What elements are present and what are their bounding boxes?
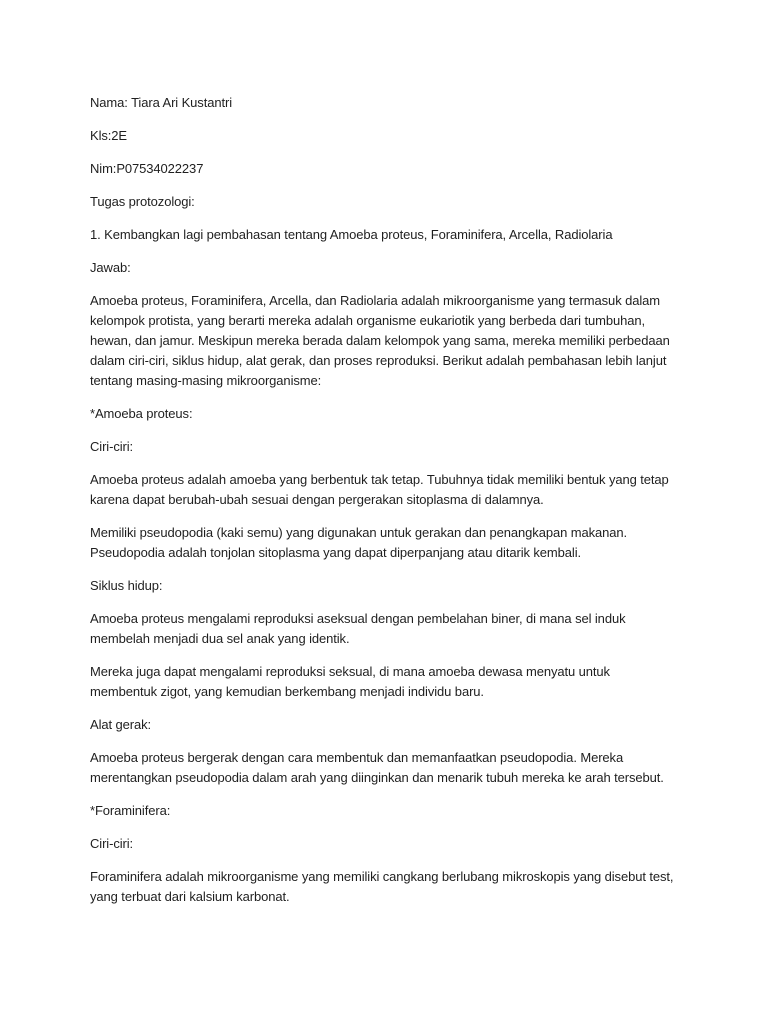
subheading-characteristics: Ciri-ciri: — [90, 836, 134, 851]
question-text: 1. Kembangkan lagi pembahasan tentang Amoeba proteus, Foraminifera, Arcella, Radiolaria — [90, 227, 613, 242]
body-paragraph: Mereka juga dapat mengalami reproduksi seksual, di mana amoeba dewasa menyatu untuk membentuk zigot, yang kemudian berkembang menjadi individu baru. — [90, 664, 610, 699]
body-paragraph: Amoeba proteus bergerak dengan cara membentuk dan memanfaatkan pseudopodia. Mereka merentangkan pseudopodia dalam arah yang diinginkan dan menarik tubuh mereka ke arah tersebut. — [90, 750, 664, 785]
body-paragraph: Amoeba proteus mengalami reproduksi aseksual dengan pembelahan biner, di mana sel induk membelah menjadi dua sel anak yang identik. — [90, 611, 626, 646]
assignment-title: Tugas protozologi: — [90, 194, 195, 209]
student-name-line: Nama: Tiara Ari Kustantri — [90, 95, 232, 110]
section-heading-amoeba: *Amoeba proteus: — [90, 406, 193, 421]
body-paragraph: Memiliki pseudopodia (kaki semu) yang digunakan untuk gerakan dan penangkapan makanan. Pseudopodia adalah tonjolan sitoplasma yang dapat diperpanjang atau ditarik kembali. — [90, 525, 628, 560]
answer-label: Jawab: — [90, 260, 131, 275]
intro-paragraph: Amoeba proteus, Foraminifera, Arcella, dan Radiolaria adalah mikroorganisme yang termasuk dalam kelompok protista, yang berarti mereka adalah organisme eukariotik yang berbeda dari tumbuhan, hewan, dan jamur. Meskipun mereka berada dalam kelompok yang sama, mereka memiliki perbedaan dalam ciri-ciri, siklus hidup, alat gerak, dan proses reproduksi. Berikut adalah pembahasan lebih lanjut tentang masing-masing mikroorganisme: — [90, 293, 670, 388]
document-body — [90, 93, 680, 920]
student-id-line: Nim:P07534022237 — [90, 161, 204, 176]
class-line: Kls:2E — [90, 128, 127, 143]
section-heading-foraminifera: *Foraminifera: — [90, 803, 171, 818]
body-paragraph: Foraminifera adalah mikroorganisme yang memiliki cangkang berlubang mikroskopis yang disebut test, yang terbuat dari kalsium karbonat. — [90, 869, 674, 904]
subheading-characteristics: Ciri-ciri: — [90, 439, 134, 454]
body-paragraph: Amoeba proteus adalah amoeba yang berbentuk tak tetap. Tubuhnya tidak memiliki bentuk yang tetap karena dapat berubah-ubah sesuai dengan pergerakan sitoplasma di dalamnya. — [90, 472, 669, 507]
subheading-life-cycle: Siklus hidup: — [90, 578, 163, 593]
subheading-locomotion: Alat gerak: — [90, 717, 152, 732]
